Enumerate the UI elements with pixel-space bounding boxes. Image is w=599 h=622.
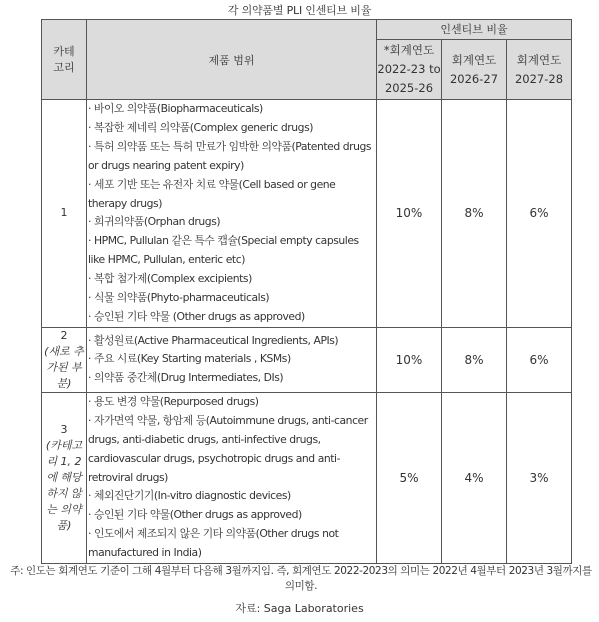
header-incentive: 인센티브 비율 — [377, 20, 572, 40]
header-scope: 제품 범위 — [87, 20, 377, 100]
rate-cell: 5% — [377, 392, 442, 563]
footnote: 주: 인도는 회계연도 기준이 그해 4월부터 다음해 3월까지임. 즉, 회계연도 2022-2023의 의미는 2022년 4월부터 2023년 3월까지를 의미함. — [10, 565, 592, 592]
rate-cell: 4% — [442, 392, 507, 563]
list-item: · 자가면역 약물, 항암제 등(Autoimmune drugs, anti-cancer drugs, anti-diabetic drugs, anti-infective drugs, cardiovascular drugs, psychotropic drugs and anti-retroviral drugs) — [88, 413, 368, 484]
list-item: · 복잡한 제네릭 의약품(Complex generic drugs) — [88, 120, 314, 134]
rate-cell: 8% — [442, 100, 507, 328]
table-row-category-3 — [42, 392, 572, 563]
list-item: · 식물 의약품(Phyto-pharmaceuticals) — [88, 291, 270, 305]
list-item: · 승인된 기타 약물(Other drugs as approved) — [88, 508, 302, 522]
list-item: · 의약품 중간체(Drug Intermediates, DIs) — [88, 371, 284, 385]
header-fy-2027-28: 회계연도 2027-28 — [507, 40, 572, 100]
pli-incentive-table — [41, 19, 572, 564]
list-item: · 승인된 기타 약물 (Other drugs as approved) — [88, 309, 305, 323]
header-category: 카테 고리 — [42, 20, 87, 100]
rate-cell: 6% — [507, 100, 572, 328]
source-note: 자료: Saga Laboratories — [235, 602, 364, 615]
category-cell: 2 (새로 추가된 부분) — [42, 327, 87, 392]
category-cell: 3 (카테고리 1, 2에 해당하지 않는 의약품) — [42, 392, 87, 563]
list-item: · 세포 기반 또는 유전자 치료 약물(Cell based or gene therapy drugs) — [88, 177, 336, 210]
header-fy-2022-26: *회계연도 2022-23 to 2025-26 — [377, 40, 442, 100]
list-item: · 인도에서 제조되지 않은 기타 의약품(Other drugs not manufactured in India) — [88, 527, 339, 560]
category-note: (카테고리 1, 2에 해당하지 않는 의약품) — [45, 438, 83, 532]
list-item: · 희귀의약품(Orphan drugs) — [88, 215, 221, 229]
rate-cell: 10% — [377, 100, 442, 328]
table-row-category-1 — [42, 100, 572, 328]
table-title: 각 의약품별 PLI 인센티브 비율 — [227, 4, 372, 17]
scope-cell — [87, 100, 377, 328]
list-item: · 용도 변경 약물(Repurposed drugs) — [88, 394, 259, 408]
table-row-category-2 — [42, 327, 572, 392]
rate-cell: 3% — [507, 392, 572, 563]
rate-cell: 6% — [507, 327, 572, 392]
rate-cell: 8% — [442, 327, 507, 392]
list-item: · 체외진단기기(In-vitro diagnostic devices) — [88, 489, 291, 503]
list-item: · 바이오 의약품(Biopharmaceuticals) — [88, 102, 263, 115]
category-note: (새로 추가된 부분) — [44, 344, 84, 390]
scope-cell — [87, 327, 377, 392]
rate-cell: 10% — [377, 327, 442, 392]
list-item: · HPMC, Pullulan 같은 특수 캡슐(Special empty capsules like HPMC, Pullulan, enteric etc) — [88, 234, 359, 267]
list-item: · 활성원료(Active Pharmaceutical Ingredients, APIs) — [88, 333, 339, 347]
header-fy-2026-27: 회계연도 2026-27 — [442, 40, 507, 100]
list-item: · 특허 의약품 또는 특허 만료가 임박한 의약품(Patented drugs or drugs nearing patent expiry) — [88, 139, 372, 172]
category-cell: 1 — [42, 100, 87, 328]
list-item: · 복합 첨가제(Complex excipients) — [88, 272, 252, 286]
list-item: · 주요 시료(Key Starting materials , KSMs) — [88, 352, 291, 366]
scope-cell — [87, 392, 377, 563]
